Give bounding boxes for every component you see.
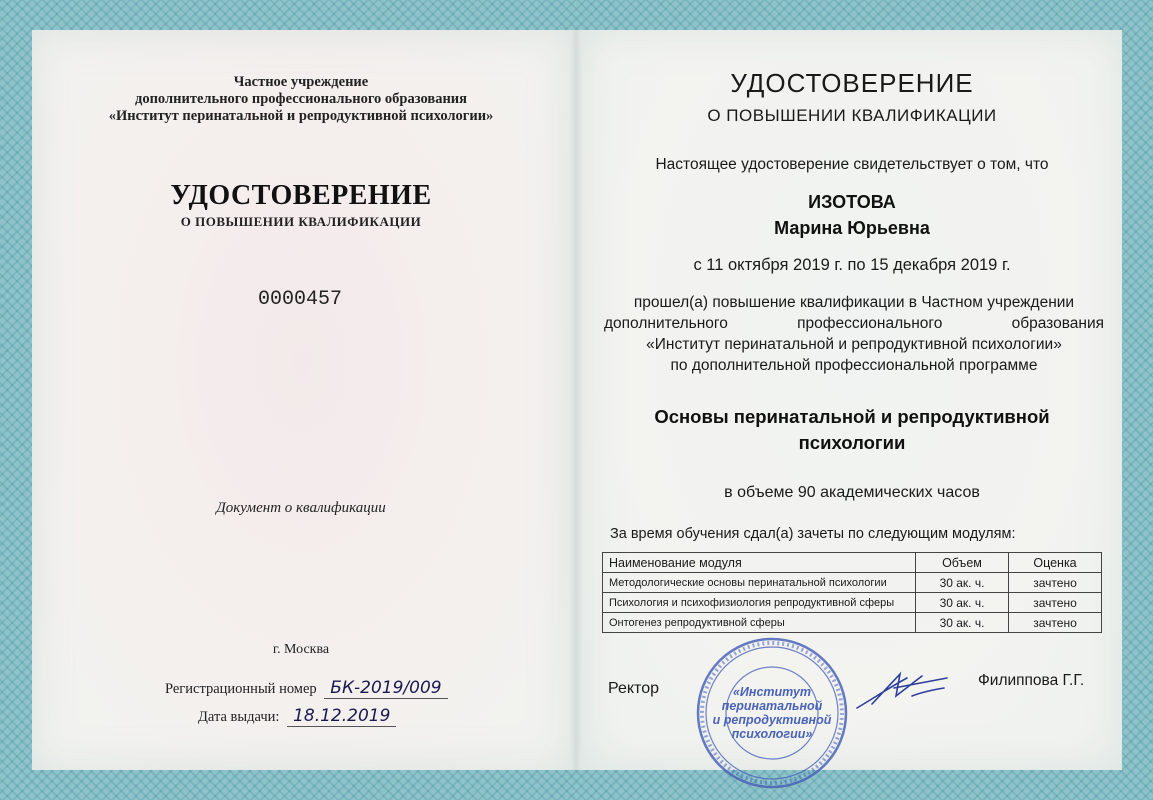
module-volume: 30 ак. ч.: [916, 593, 1009, 613]
intro-text: Настоящее удостоверение свидетельствует о том, что: [655, 156, 1049, 173]
right-page: [582, 30, 1122, 770]
program-line: Основы перинатальной и репродуктивной: [654, 406, 1050, 427]
modules-table: [602, 552, 1102, 633]
modules-intro: За время обучения сдал(а) зачеты по следующим модулям:: [610, 526, 1016, 542]
certificate-number: 0000457: [258, 288, 343, 311]
module-name: Психология и психофизиология репродуктивной сферы: [603, 593, 916, 613]
stamp-line: «Институт: [732, 685, 812, 699]
table-row: [603, 613, 1102, 633]
header-module: Наименование модуля: [603, 553, 916, 573]
stamp-line: и репродуктивной: [712, 713, 832, 727]
issue-date-value: 18.12.2019: [287, 706, 396, 727]
stamp-line: психологии»: [731, 727, 813, 741]
institution-line: дополнительного профессионального образования: [134, 91, 467, 107]
body-text: [604, 292, 1104, 376]
module-grade: зачтено: [1009, 593, 1102, 613]
institution-line: «Институт перинатальной и репродуктивной психологии»: [108, 108, 494, 124]
rector-signature-icon: [852, 666, 952, 716]
left-subtitle: О ПОВЫШЕНИИ КВАЛИФИКАЦИИ: [180, 214, 422, 229]
institution-header: [32, 74, 570, 125]
rector-label: Ректор: [608, 680, 659, 697]
left-page: [32, 30, 570, 770]
right-subtitle: О ПОВЫШЕНИИ КВАЛИФИКАЦИИ: [707, 106, 997, 125]
table-header-row: [603, 553, 1102, 573]
module-grade: зачтено: [1009, 613, 1102, 633]
module-name: Онтогенез репродуктивной сферы: [603, 613, 916, 633]
header-volume: Объем: [916, 553, 1009, 573]
module-name: Методологические основы перинатальной психологии: [603, 573, 916, 593]
body-line: прошел(а) повышение квалификации в Частном учреждении: [633, 294, 1075, 311]
issue-city: г. Москва: [272, 642, 330, 657]
right-title: УДОСТОВЕРЕНИЕ: [730, 68, 974, 98]
holder-name: Марина Юрьевна: [774, 218, 930, 238]
holder-surname: ИЗОТОВА: [808, 192, 896, 212]
training-volume: в объеме 90 академических часов: [724, 484, 980, 501]
table-row: [603, 593, 1102, 613]
page-fold: [570, 30, 582, 770]
registration-number: БК-2019/009: [324, 678, 447, 699]
body-line: «Институт перинатальной и репродуктивной психологии»: [646, 336, 1062, 353]
stamp-text: [694, 685, 850, 741]
body-line: дополнительного профессионального образования: [604, 315, 1104, 332]
training-period: с 11 октября 2019 г. по 15 декабря 2019 г.: [693, 256, 1011, 274]
module-volume: 30 ак. ч.: [916, 613, 1009, 633]
header-grade: Оценка: [1009, 553, 1102, 573]
stamp-line: перинатальной: [721, 699, 823, 713]
institution-line: Частное учреждение: [233, 74, 369, 90]
left-title: УДОСТОВЕРЕНИЕ: [170, 180, 432, 211]
rector-name: Филиппова Г.Г.: [978, 672, 1085, 689]
body-line: по дополнительной профессиональной программе: [670, 357, 1038, 374]
table-row: [603, 573, 1102, 593]
program-name: [622, 404, 1082, 456]
registration-label: Регистрационный номер: [165, 681, 317, 697]
registration-row: [165, 678, 448, 699]
module-grade: зачтено: [1009, 573, 1102, 593]
issue-date-row: [198, 706, 396, 727]
issue-date-label: Дата выдачи:: [198, 709, 280, 725]
program-line: психологии: [798, 432, 906, 453]
document-type: Документ о квалификации: [216, 500, 386, 516]
module-volume: 30 ак. ч.: [916, 573, 1009, 593]
